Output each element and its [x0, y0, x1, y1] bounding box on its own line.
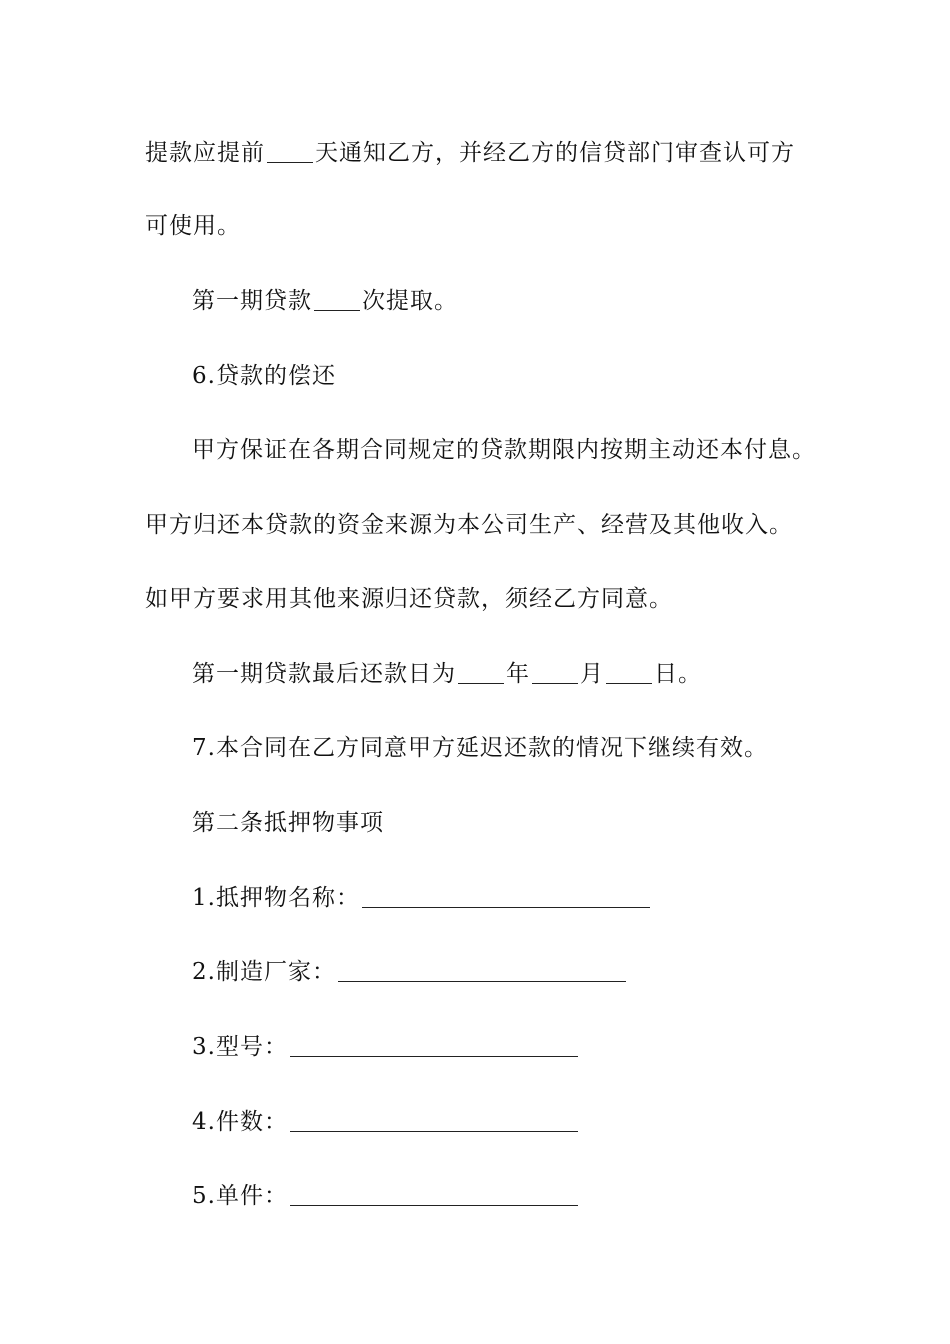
text-segment: 年: [506, 661, 530, 687]
text-segment: 甲方归还本贷款的资金来源为本公司生产、经营及其他收入。: [145, 512, 793, 538]
quantity-blank[interactable]: [290, 1109, 578, 1132]
manufacturer-blank[interactable]: [338, 959, 626, 982]
field-label: 1.抵押物名称：: [192, 885, 360, 911]
unit-blank[interactable]: [290, 1183, 578, 1206]
fill-in-blank[interactable]: [267, 140, 313, 163]
field-label: 2.制造厂家：: [192, 959, 336, 985]
paragraph-line: [192, 733, 768, 763]
paragraph-line: [192, 659, 702, 689]
form-field-line: [192, 883, 652, 913]
form-field-line: [192, 1032, 580, 1062]
field-label: 4.件数：: [192, 1109, 288, 1135]
text-segment: 甲方保证在各期合同规定的贷款期限内按期主动还本付息。: [192, 437, 816, 463]
paragraph-line: [145, 211, 241, 241]
text-segment: 月: [580, 661, 604, 687]
collateral-name-blank[interactable]: [362, 885, 650, 908]
section-heading: [192, 361, 336, 391]
text-segment: 第二条抵押物事项: [192, 810, 384, 836]
section-heading: [192, 808, 384, 838]
paragraph-line: [192, 435, 816, 465]
month-blank[interactable]: [532, 661, 578, 684]
paragraph-line: [145, 584, 673, 614]
fill-in-blank[interactable]: [314, 288, 360, 311]
text-segment: 可使用。: [145, 213, 241, 239]
form-field-line: [192, 957, 628, 987]
paragraph-line: [145, 138, 795, 168]
paragraph-line: [192, 286, 458, 316]
paragraph-line: [145, 510, 793, 540]
year-blank[interactable]: [458, 661, 504, 684]
text-segment: 次提取。: [362, 288, 458, 314]
field-label: 5.单件：: [192, 1183, 288, 1209]
field-label: 3.型号：: [192, 1034, 288, 1060]
text-segment: 日。: [654, 661, 702, 687]
form-field-line: [192, 1181, 580, 1211]
text-segment: 第一期贷款: [192, 288, 312, 314]
text-segment: 7.本合同在乙方同意甲方延迟还款的情况下继续有效。: [192, 735, 768, 761]
form-field-line: [192, 1107, 580, 1137]
day-blank[interactable]: [606, 661, 652, 684]
model-blank[interactable]: [290, 1034, 578, 1057]
text-segment: 第一期贷款最后还款日为: [192, 661, 456, 687]
text-segment: 提款应提前: [145, 140, 265, 166]
text-segment: 如甲方要求用其他来源归还贷款，须经乙方同意。: [145, 586, 673, 612]
text-segment: 天通知乙方，并经乙方的信贷部门审查认可方: [315, 140, 795, 166]
text-segment: 6.贷款的偿还: [192, 363, 336, 389]
